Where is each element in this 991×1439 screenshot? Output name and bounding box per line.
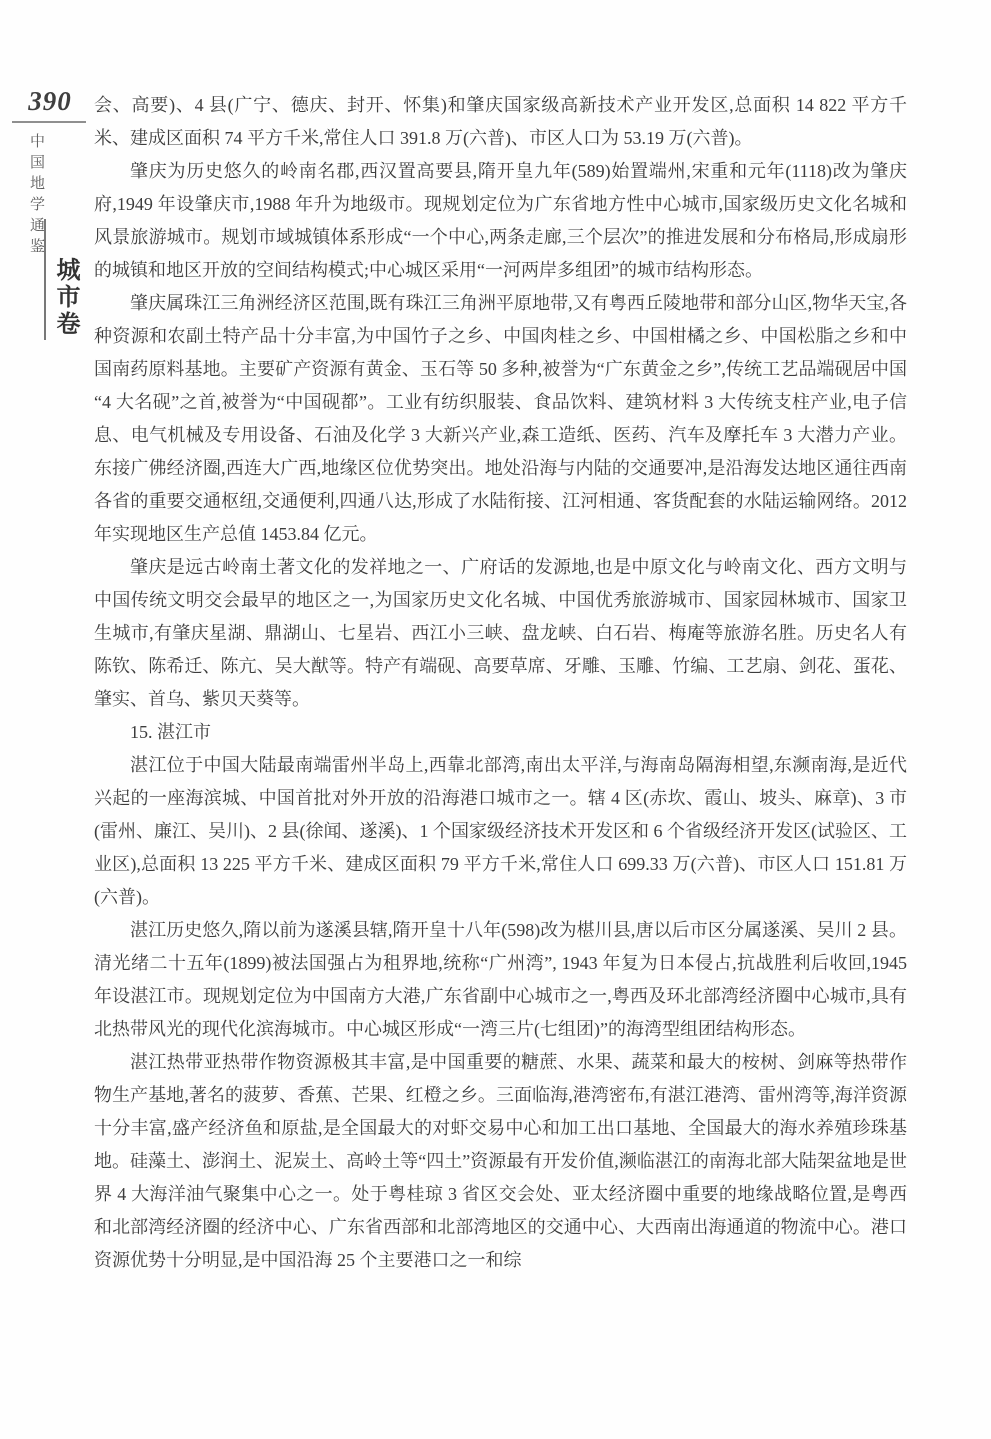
paragraph: 肇庆为历史悠久的岭南名郡,西汉置高要县,隋开皇九年(589)始置端州,宋重和元年(1118)改为肇庆府,1949 年设肇庆市,1988 年升为地级市。现规划定位为广东省地方性中心城市,国家级历史文化名城和风景旅游城市。规划市域城镇体系形成“一个中心,两条走廊,三个层次”的推进发展和分布格局,形成扇形的城镇和地区开放的空间结构模式;中心城区采用“一河两岸多组团”的城市结构形态。 — [94, 161, 907, 280]
page-number-divider — [12, 121, 86, 123]
paragraph: 肇庆属珠江三角洲经济区范围,既有珠江三角洲平原地带,又有粤西丘陵地带和部分山区,物华天宝,各种资源和农副土特产品十分丰富,为中国竹子之乡、中国肉桂之乡、中国柑橘之乡、中国松脂之乡和中国南药原料基地。主要矿产资源有黄金、玉石等 50 多种,被誉为“广东黄金之乡”,传统工艺品端砚居中国“4 大名砚”之首,被誉为“中国砚都”。工业有纺织服装、食品饮料、建筑材料 3 大传统支柱产业,电子信息、电气机械及专用设备、石油及化学 3 大新兴产业,森工造纸、医药、汽车及摩托车 3 大潜力产业。东接广佛经济圈,西连大广西,地缘区位优势突出。地处沿海与内陆的交通要冲,是沿海发达地区通往西南各省的重要交通枢纽,交通便利,四通八达,形成了水陆衔接、江河相通、客货配套的水陆运输网络。2012 年实现地区生产总值 1453.84 亿元。 — [94, 293, 907, 544]
paragraph: 湛江历史悠久,隋以前为遂溪县辖,隋开皇十八年(598)改为椹川县,唐以后市区分属遂溪、吴川 2 县。清光绪二十五年(1899)被法国强占为租界地,统称“广州湾”, 1943 年复为日本侵占,抗战胜利后收回,1945 年设湛江市。现规划定位为中国南方大港,广东省副中心城市之一,粤西及环北部湾经济圈中心城市,具有北热带风光的现代化滨海城市。中心城区形成“一湾三片(七组团)”的海湾型组团结构形态。 — [94, 920, 907, 1039]
page-body-text — [94, 89, 907, 1277]
margin-divider-line — [44, 219, 46, 340]
paragraph: 肇庆是远古岭南土著文化的发祥地之一、广府话的发源地,也是中原文化与岭南文化、西方文明与中国传统文明交会最早的地区之一,为国家历史文化名城、中国优秀旅游城市、国家园林城市、国家卫生城市,有肇庆星湖、鼎湖山、七星岩、西江小三峡、盘龙峡、白石岩、梅庵等旅游名胜。历史名人有陈钦、陈希迁、陈亢、吴大猷等。特产有端砚、高要草席、牙雕、玉雕、竹编、工艺扇、剑花、蛋花、肇实、首乌、紫贝天葵等。 — [94, 557, 907, 709]
series-title-vertical: 中国地学通鉴 — [28, 133, 44, 259]
section-heading: 15. 湛江市 — [130, 722, 211, 742]
paragraph: 湛江位于中国大陆最南端雷州半岛上,西靠北部湾,南出太平洋,与海南岛隔海相望,东濒南海,是近代兴起的一座海滨城、中国首批对外开放的沿海港口城市之一。辖 4 区(赤坎、霞山、坡头、麻章)、3 市(雷州、廉江、吴川)、2 县(徐闻、遂溪)、1 个国家级经济技术开发区和 6 个省级经济开发区(试验区、工业区),总面积 13 225 平方千米、建成区面积 79 平方千米,常住人口 699.33 万(六普)、市区人口 151.81 万(六普)。 — [94, 755, 907, 907]
volume-label-vertical: 城市卷 — [52, 257, 79, 338]
paragraph: 湛江热带亚热带作物资源极其丰富,是中国重要的糖蔗、水果、蔬菜和最大的桉树、剑麻等热带作物生产基地,著名的菠萝、香蕉、芒果、红橙之乡。三面临海,港湾密布,有湛江港湾、雷州湾等,海洋资源十分丰富,盛产经济鱼和原盐,是全国最大的对虾交易中心和加工出口基地、全国最大的海水养殖珍珠基地。硅藻土、澎润土、泥炭土、高岭土等“四土”资源最有开发价值,濒临湛江的南海北部大陆架盆地是世界 4 大海洋油气聚集中心之一。处于粤桂琼 3 省区交会处、亚太经济圈中重要的地缘战略位置,是粤西和北部湾经济圈的经济中心、广东省西部和北部湾地区的交通中心、大西南出海通道的物流中心。港口资源优势十分明显,是中国沿海 25 个主要港口之一和综 — [94, 1052, 907, 1270]
page-number: 390 — [28, 86, 72, 116]
paragraph: 会、高要)、4 县(广宁、德庆、封开、怀集)和肇庆国家级高新技术产业开发区,总面积 14 822 平方千米、建成区面积 74 平方千米,常住人口 391.8 万(六普)、市区人口为 53.19 万(六普)。 — [94, 95, 907, 148]
